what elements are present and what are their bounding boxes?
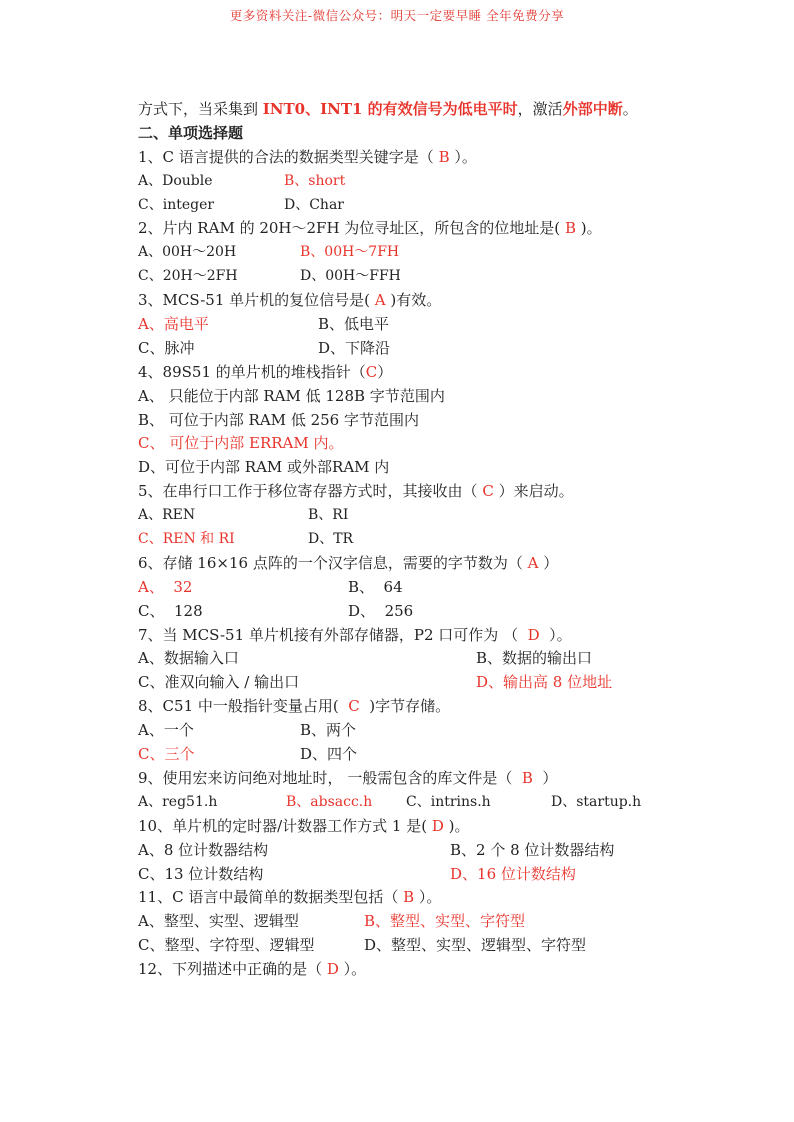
question-2-option-c: C、20H～2FH <box>138 268 238 285</box>
question-10-stem <box>138 815 758 839</box>
question-5-options-row-2 <box>138 528 758 552</box>
question-11-option-a: A、整型、实型、逻辑型 <box>138 912 299 931</box>
question-3-options-row-2 <box>138 337 758 361</box>
question-8-answer: C <box>348 697 360 716</box>
question-11-answer: B <box>403 888 415 907</box>
question-9-text: 9、使用宏来访问绝对地址时， 一般需包含的库文件是（ <box>138 768 522 787</box>
question-5-stem <box>138 480 758 504</box>
question-10-answer: D <box>431 816 444 835</box>
question-5-answer: C <box>482 482 494 501</box>
question-10-options-row-2 <box>138 863 758 887</box>
question-6-text: 6、存储 16×16 点阵的一个汉字信息，需要的字节数为（ <box>138 553 528 572</box>
question-2-option-d: D、00H～FFH <box>300 268 401 285</box>
question-6-option-a: A、 32 <box>138 577 193 596</box>
question-9-option-a: A、reg51.h <box>138 793 218 810</box>
question-1-text: 1、C 语言提供的合法的数据类型关键字是（ <box>138 147 439 166</box>
question-4-option-b: B、 可位于内部 RAM 低 256 字节范围内 <box>138 410 419 429</box>
question-6-text-end: ） <box>538 553 559 572</box>
question-4-option-a: A、 只能位于内部 RAM 低 128B 字节范围内 <box>138 386 445 405</box>
question-8-text-end: )字节存储。 <box>359 697 451 716</box>
question-8-options-row-2 <box>138 743 758 767</box>
question-2-text: 2、片内 RAM 的 20H～2FH 为位寻址区，所包含的位地址是( <box>138 219 565 238</box>
question-3-option-a: A、高电平 <box>138 315 209 334</box>
intro-highlight-1: INT0、INT1 的有效信号为低电平时 <box>262 100 518 118</box>
question-1-answer: B <box>438 147 450 166</box>
question-5-options-row-1 <box>138 504 758 528</box>
question-3-text-end: )有效。 <box>385 291 442 310</box>
question-10-option-c: C、13 位计数结构 <box>138 864 264 883</box>
page-header-banner: 更多资料关注-微信公众号：明天一定要早睡 全年免费分享 <box>229 8 565 23</box>
question-10-option-a: A、8 位计数器结构 <box>138 840 269 859</box>
question-8-option-c: C、三个 <box>138 745 195 764</box>
question-8-stem <box>138 695 758 719</box>
question-10-option-d: D、16 位计数结构 <box>450 864 576 883</box>
question-4-option-d: D、可位于内部 RAM 或外部RAM 内 <box>138 458 390 477</box>
question-4-text-end: ） <box>377 362 393 381</box>
question-8-text: 8、C51 中一般指针变量占用( <box>138 697 349 716</box>
question-1-text-end: ）。 <box>449 147 477 166</box>
question-1-option-d: D、Char <box>284 196 344 213</box>
intro-text-1: 方式下，当采集到 <box>138 100 263 118</box>
question-6-option-c: C、 128 <box>138 601 203 620</box>
question-9-stem <box>138 767 758 791</box>
question-11-text: 11、C 语言中最简单的数据类型包括（ <box>138 888 404 907</box>
question-3-answer: A <box>374 291 386 310</box>
question-5-text: 5、在串行口工作于移位寄存器方式时，其接收由（ <box>138 482 483 501</box>
question-8-options-row-1 <box>138 719 758 743</box>
question-10-option-b: B、2 个 8 位计数器结构 <box>450 840 615 859</box>
question-2-option-a: A、00H～20H <box>138 244 237 261</box>
question-10-text: 10、单片机的定时器/计数器工作方式 1 是( <box>138 816 432 835</box>
question-2-options-row-2 <box>138 265 758 289</box>
question-7-text: 7、当 MCS-51 单片机接有外部存储器，P2 口可作为 （ <box>138 625 528 644</box>
question-9-option-c: C、intrins.h <box>406 793 491 810</box>
question-7-option-c: C、准双向输入 / 输出口 <box>138 673 300 692</box>
question-9-option-b: B、absacc.h <box>286 793 373 810</box>
question-11-stem <box>138 886 758 910</box>
section-title: 二、单项选择题 <box>138 123 244 142</box>
question-1-option-b: B、short <box>284 172 346 189</box>
question-11-option-d: D、整型、实型、逻辑型、字符型 <box>364 936 587 955</box>
question-11-option-b: B、整型、实型、字符型 <box>364 912 526 931</box>
question-7-option-d: D、输出高 8 位地址 <box>476 673 613 692</box>
question-6-options-row-2 <box>138 600 758 624</box>
question-2-text-end: )。 <box>575 219 602 238</box>
question-7-options-row-1 <box>138 647 758 671</box>
intro-text-3: 。 <box>622 100 638 118</box>
question-11-options-row-1 <box>138 910 758 934</box>
question-11-options-row-2 <box>138 934 758 958</box>
question-1-option-c: C、integer <box>138 196 215 213</box>
question-2-options-row-1 <box>138 241 758 265</box>
question-8-option-b: B、两个 <box>300 721 357 740</box>
question-11-option-c: C、整型、字符型、逻辑型 <box>138 936 315 955</box>
question-3-stem <box>138 289 758 313</box>
question-11-text-end: ）。 <box>414 888 442 907</box>
question-1-stem <box>138 146 758 170</box>
question-5-text-end: ）来启动。 <box>493 482 574 501</box>
question-1-options-row-1 <box>138 170 758 194</box>
question-9-text-end: ） <box>532 768 558 787</box>
question-2-answer: B <box>564 219 576 238</box>
question-4-answer: C <box>365 362 378 381</box>
question-7-option-a: A、数据输入口 <box>138 649 239 668</box>
question-4-option-c: C、 可位于内部 ERRAM 内。 <box>138 434 344 453</box>
question-9-options-row <box>138 791 758 815</box>
question-4-stem <box>138 361 758 385</box>
question-12-text-end: ）。 <box>338 960 367 979</box>
question-3-text: 3、MCS-51 单片机的复位信号是( <box>138 291 375 310</box>
question-2-stem <box>138 217 758 241</box>
question-5-option-b: B、RI <box>308 507 349 524</box>
question-1-option-a: A、Double <box>138 172 213 189</box>
intro-highlight-2: 外部中断 <box>562 100 623 118</box>
question-3-options-row-1 <box>138 313 758 337</box>
question-5-option-d: D、TR <box>308 531 354 548</box>
question-10-options-row-1 <box>138 839 758 863</box>
question-4-text: 4、89S51 的单片机的堆栈指针（ <box>138 362 366 381</box>
question-3-option-c: C、脉冲 <box>138 338 195 357</box>
question-7-text-end: ）。 <box>539 625 572 644</box>
question-10-text-end: )。 <box>443 816 470 835</box>
question-12-stem <box>138 958 758 982</box>
question-1-options-row-2 <box>138 194 758 218</box>
question-5-option-a: A、REN <box>138 507 196 524</box>
question-7-option-b: B、数据的输出口 <box>476 649 593 668</box>
question-6-stem <box>138 552 758 576</box>
question-5-option-c: C、REN 和 RI <box>138 531 235 548</box>
question-9-option-d: D、startup.h <box>551 793 642 810</box>
question-6-answer: A <box>527 553 539 572</box>
question-12-text: 12、下列描述中正确的是（ <box>138 960 327 979</box>
question-7-options-row-2 <box>138 671 758 695</box>
question-12-answer: D <box>326 960 339 979</box>
intro-text-2: ，激活 <box>517 100 563 118</box>
question-3-option-b: B、低电平 <box>318 315 390 334</box>
question-7-answer: D <box>527 625 540 644</box>
question-8-option-a: A、一个 <box>138 721 194 740</box>
document-body <box>138 98 758 982</box>
question-9-answer: B <box>521 768 533 787</box>
question-6-options-row-1 <box>138 576 758 600</box>
question-6-option-b: B、 64 <box>348 577 403 596</box>
question-7-stem <box>138 624 758 648</box>
intro-line <box>138 98 758 122</box>
question-2-option-b: B、00H～7FH <box>300 244 400 261</box>
question-6-option-d: D、 256 <box>348 601 414 620</box>
question-3-option-d: D、下降沿 <box>318 338 391 357</box>
question-8-option-d: D、四个 <box>300 745 358 764</box>
